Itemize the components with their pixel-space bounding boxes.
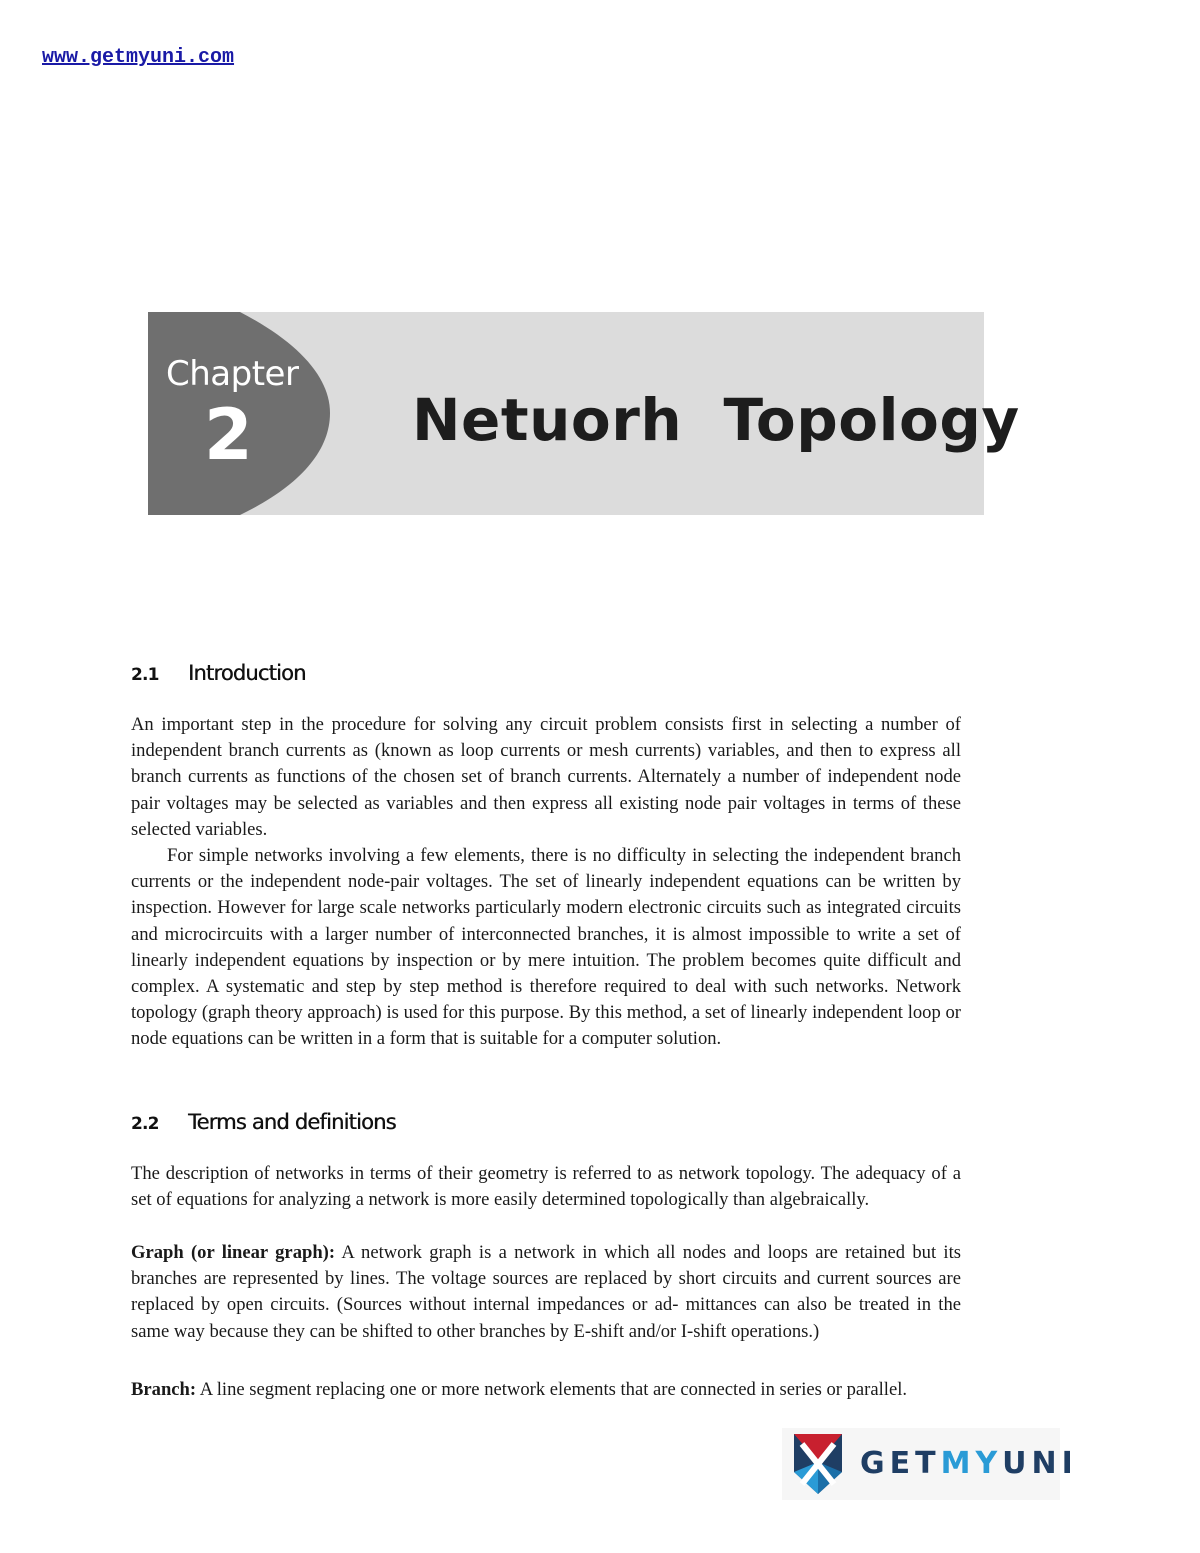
branch-term: Branch:	[131, 1379, 197, 1400]
intro-paragraph-1: An important step in the procedure for solving any circuit problem consists first in selecting a number of independent branch currents as (known as loop currents or mesh currents) variables, and then to express all branch currents as functions of the chosen set of branch currents. Alternately a number of independent node pair voltages may be selected as variables and then express all existing node pair voltages in terms of these selected variables.	[131, 714, 961, 840]
graph-definition-text: A network graph is a network in which all nodes and loops are retained but its branches are represented by lines. The voltage sources are replaced by short circuits and current sources are replaced by open circuits. (Sources without internal impedances or ad- mittances can also be treated in the same way because they can be shifted to other branches by E-shift and/or I-shift operations.)	[131, 1242, 961, 1342]
logo-mark-icon	[792, 1432, 844, 1496]
chapter-number: 2	[204, 394, 253, 476]
section-number: 2.2	[131, 1114, 159, 1134]
section-title: Introduction	[188, 661, 306, 685]
section-number: 2.1	[131, 665, 159, 685]
section-title: Terms and definitions	[188, 1110, 396, 1134]
branch-definition	[131, 1377, 961, 1403]
logo-text: GETMYUNI	[860, 1446, 1078, 1481]
terms-paragraph: The description of networks in terms of their geometry is referred to as network topology. The adequacy of a set of equations for analyzing a network is more easily determined topologically than algebraically.	[131, 1163, 961, 1211]
section-heading-terms	[131, 1110, 396, 1134]
chapter-label: Chapter	[166, 354, 299, 394]
branch-definition-text: A line segment replacing one or more network elements that are connected in series or parallel.	[196, 1379, 908, 1400]
graph-term: Graph (or linear graph):	[131, 1242, 336, 1263]
chapter-banner	[148, 312, 1020, 515]
intro-paragraph-2: For simple networks involving a few elements, there is no difficulty in selecting the independent branch currents or the independent node-pair voltages. The set of linearly independent equations can be written by inspection. However for large scale networks particularly modern electronic circuits such as integrated circuits and microcircuits with a larger number of interconnected branches, it is almost impossible to write a set of linearly independent equations by inspection or by mere intuition. The problem becomes quite difficult and complex. A systematic and step by step method is therefore required to deal with such networks. Network topology (graph theory approach) is used for this purpose. By this method, a set of linearly independent loop or node equations can be written in a form that is suitable for a computer solution.	[131, 845, 961, 1050]
site-link[interactable]: www.getmyuni.com	[42, 46, 235, 69]
graph-definition	[131, 1240, 961, 1345]
getmyuni-logo	[782, 1428, 1078, 1500]
chapter-title: Netuorh Topology	[412, 386, 1020, 454]
section-heading-introduction	[131, 661, 306, 685]
